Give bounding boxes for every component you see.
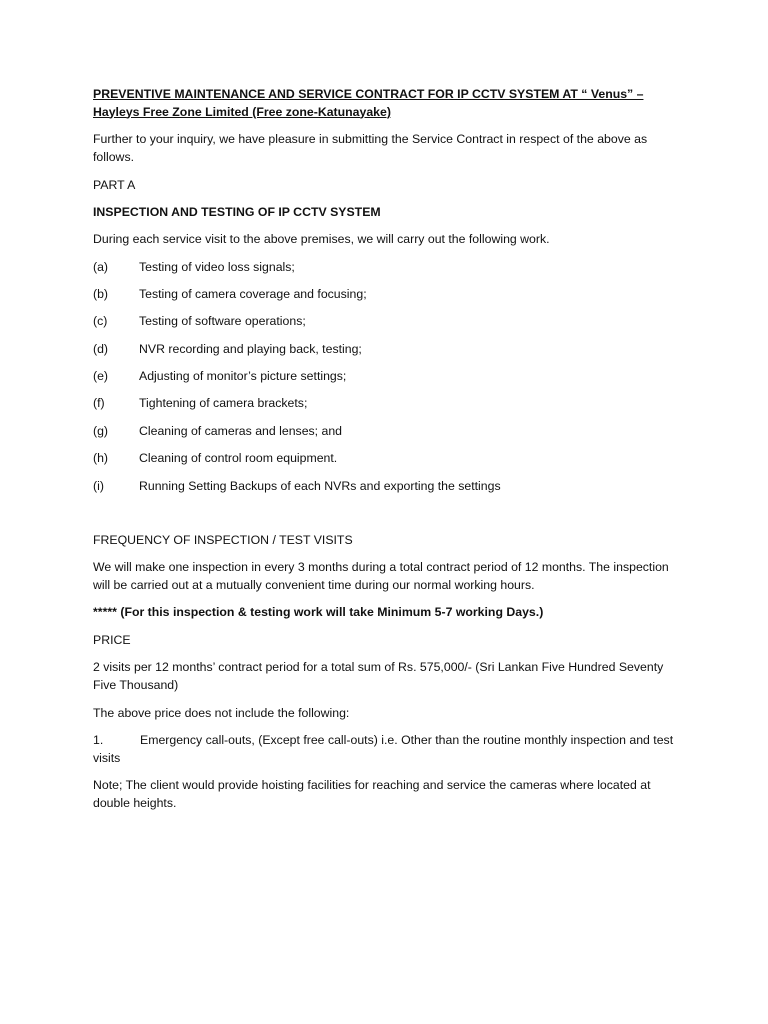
work-item-label: (a)	[93, 260, 109, 274]
work-item-text: Adjusting of monitor’s picture settings;	[139, 369, 347, 383]
work-item-text: Running Setting Backups of each NVRs and exporting the settings	[139, 479, 501, 493]
exclusion-item-label: 1.	[93, 733, 104, 747]
intro-paragraph: Further to your inquiry, we have pleasure in submitting the Service Contract in respect of the above as follows.	[93, 132, 648, 164]
work-item-text: Cleaning of control room equipment.	[139, 451, 338, 465]
exclusions-lead-text: The above price does not include the following:	[93, 706, 350, 720]
inspection-section-heading: INSPECTION AND TESTING OF IP CCTV SYSTEM	[93, 205, 381, 219]
frequency-section-heading: FREQUENCY OF INSPECTION / TEST VISITS	[93, 533, 353, 547]
work-item-text: NVR recording and playing back, testing;	[139, 342, 362, 356]
exclusion-item-text: Emergency call-outs, (Except free call-outs) i.e. Other than the routine monthly inspection and test visits	[93, 733, 674, 765]
work-item-label: (b)	[93, 287, 109, 301]
inspection-lead-text: During each service visit to the above premises, we will carry out the following work.	[93, 232, 550, 246]
work-item-label: (g)	[93, 424, 109, 438]
price-paragraph: 2 visits per 12 months’ contract period for a total sum of Rs. 575,000/- (Sri Lankan Five Hundred Seventy Five Thousand)	[93, 660, 664, 692]
work-item-label: (c)	[93, 314, 108, 328]
work-item-label: (i)	[93, 479, 104, 493]
work-item-label: (h)	[93, 451, 109, 465]
note-paragraph: Note; The client would provide hoisting facilities for reaching and service the cameras where located at double heights.	[93, 778, 651, 810]
work-item-text: Cleaning of cameras and lenses; and	[139, 424, 343, 438]
duration-note: ***** (For this inspection & testing work will take Minimum 5-7 working Days.)	[93, 605, 544, 619]
work-item-label: (f)	[93, 396, 105, 410]
exclusion-item	[93, 732, 683, 767]
document-title: PREVENTIVE MAINTENANCE AND SERVICE CONTRACT FOR IP CCTV SYSTEM AT “ Venus” – Hayleys Free Zone Limited (Free zone-Katunayake)	[93, 87, 644, 119]
work-item-text: Tightening of camera brackets;	[139, 396, 308, 410]
work-item-text: Testing of software operations;	[139, 314, 306, 328]
work-item-label: (e)	[93, 369, 109, 383]
price-section-heading: PRICE	[93, 633, 131, 647]
work-item-label: (d)	[93, 342, 109, 356]
work-item-text: Testing of video loss signals;	[139, 260, 295, 274]
work-item-text: Testing of camera coverage and focusing;	[139, 287, 367, 301]
frequency-paragraph: We will make one inspection in every 3 months during a total contract period of 12 months. The inspection will be carried out at a mutually convenient time during our normal working hours.	[93, 560, 669, 592]
part-a-heading: PART A	[93, 178, 136, 192]
